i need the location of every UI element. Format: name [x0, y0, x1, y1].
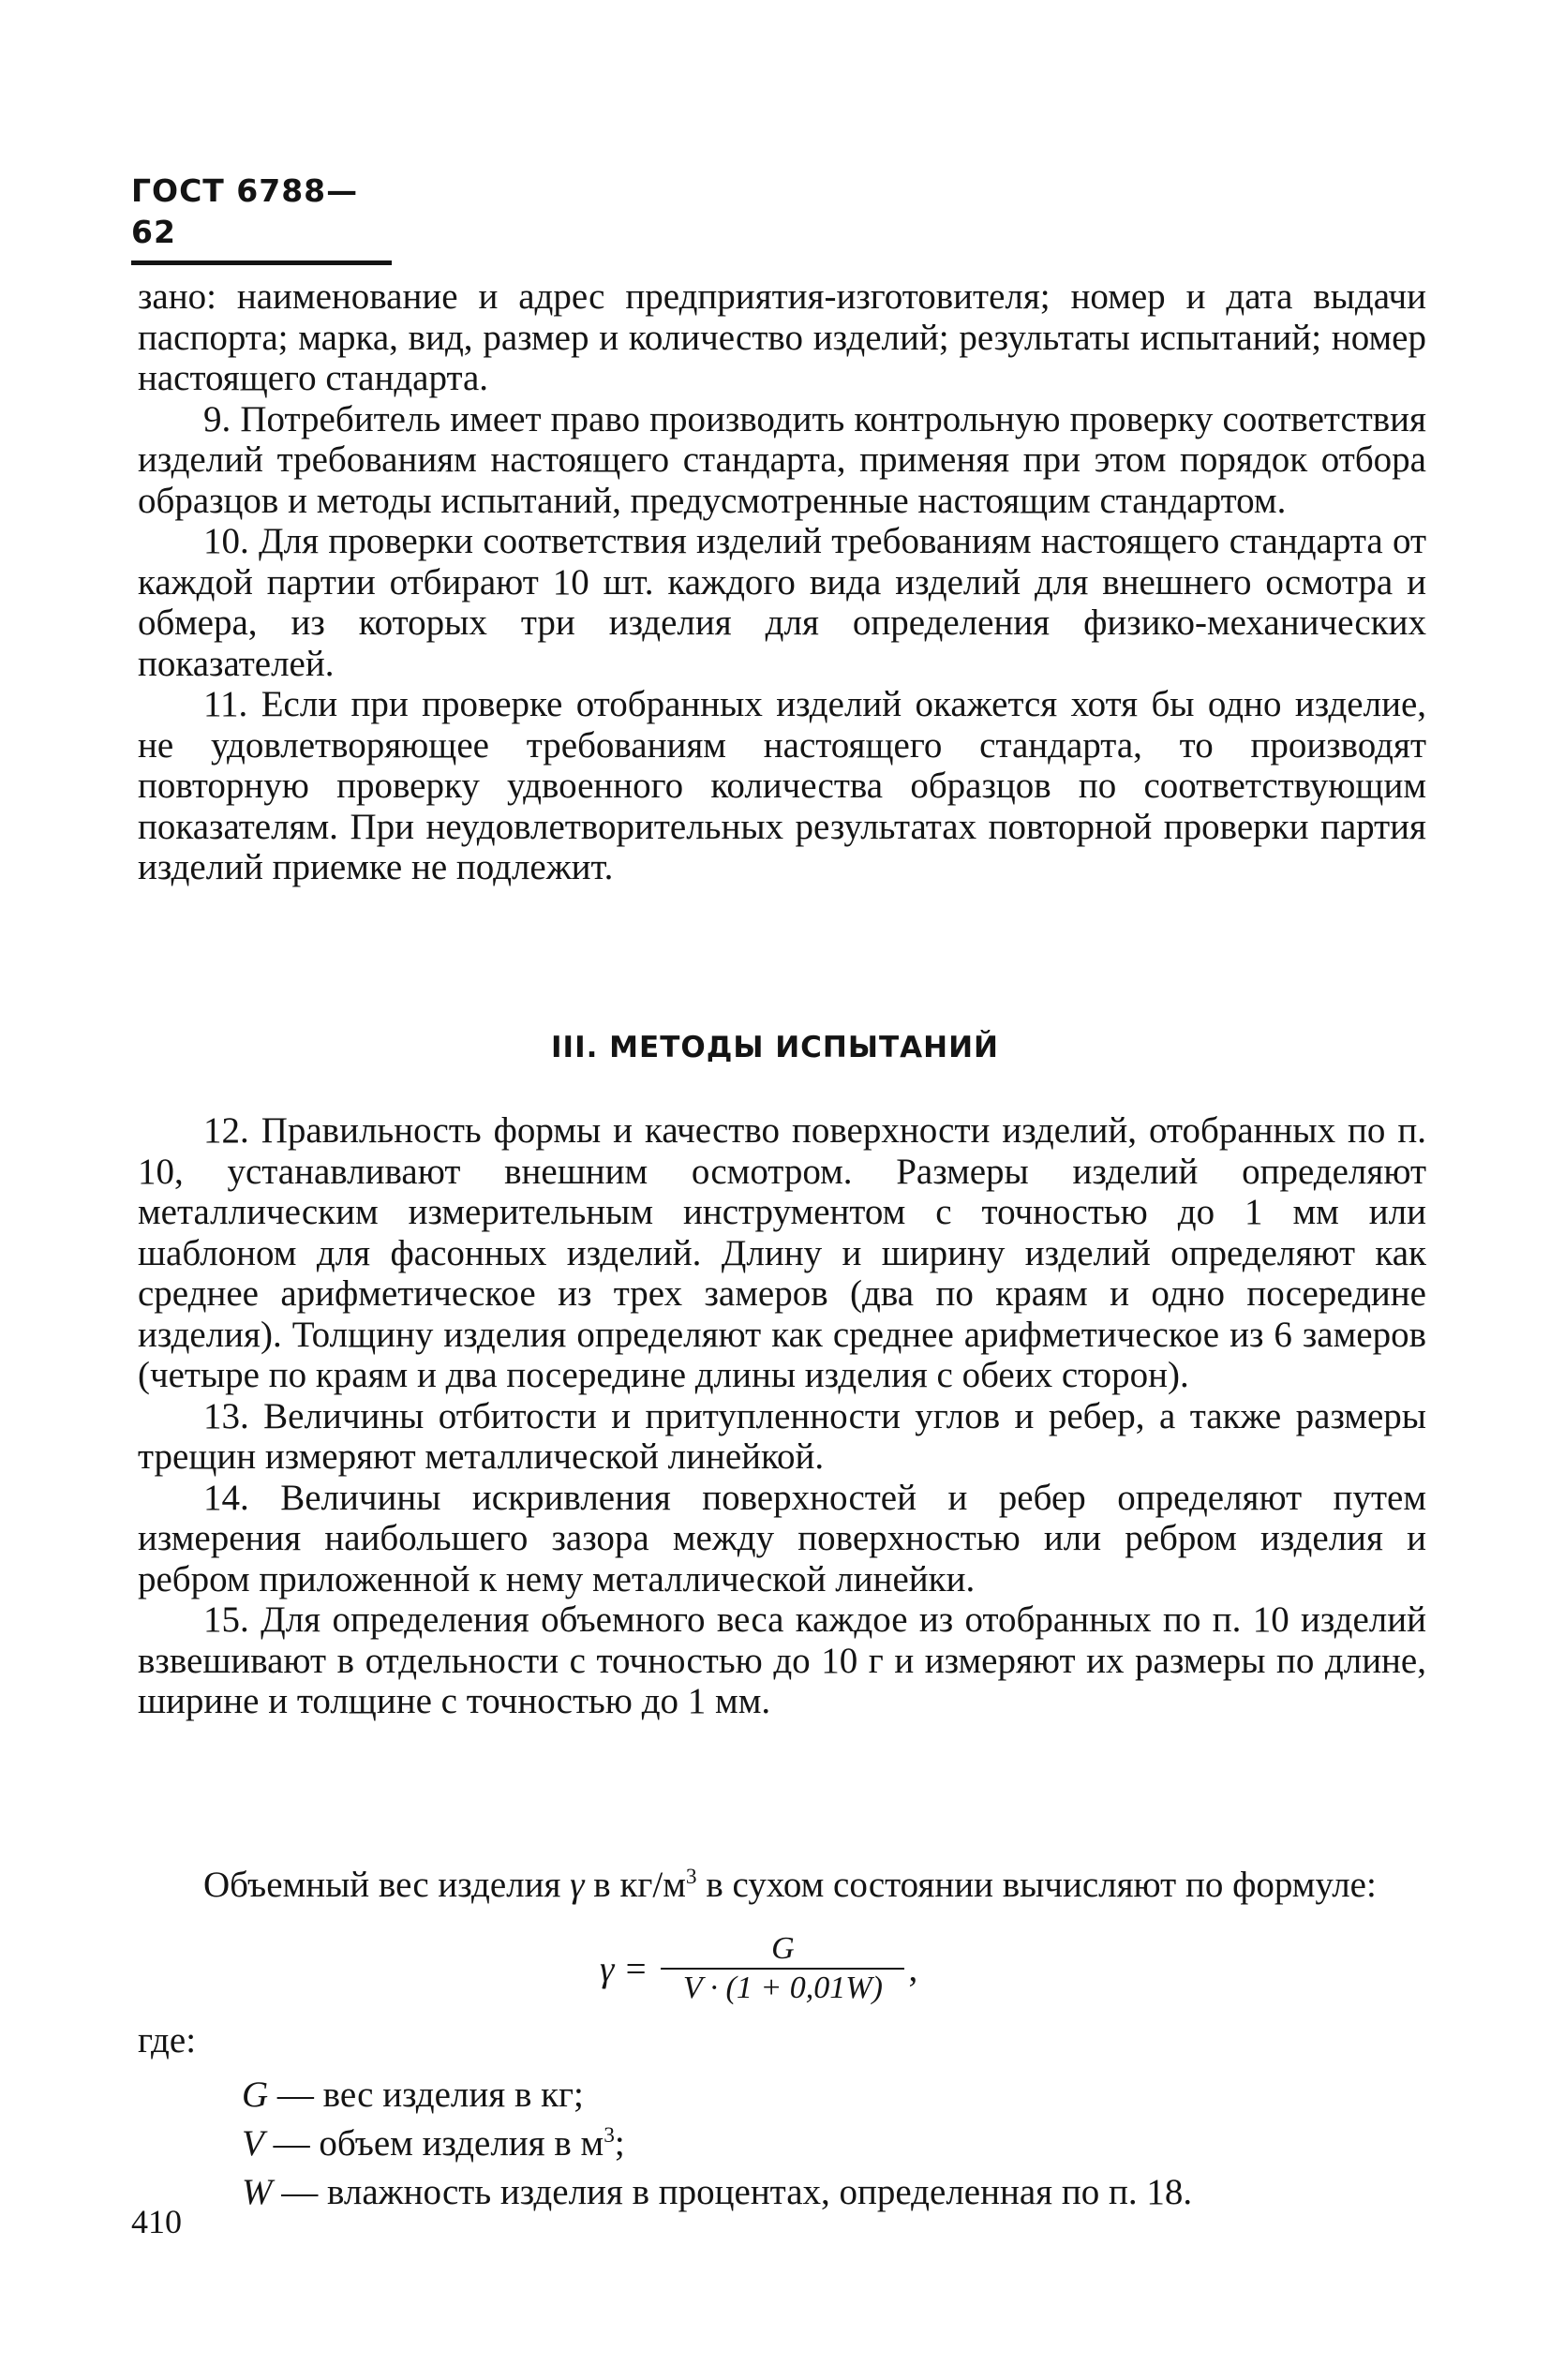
density-formula	[600, 1930, 917, 2007]
paragraph-9: 9. Потребитель имеет право производить контрольную проверку соответствия изделий требованиям настоящего стандарта, применяя при этом порядок отбора образцов и методы испытаний, предусмотренные настоящим стандартом.	[138, 398, 1426, 521]
where-label: где:	[138, 2020, 197, 2060]
paragraph-12: 12. Правильность формы и качество поверхности изделий, отобранных по п. 10, устанавливают внешним осмотром. Размеры изделий определяют металлическим измерительным инструментом с точностью до 1 мм или шаблоном для фасонных изделий. Длину и ширину изделий определяют как среднее арифметическое из трех замеров (два по краям и одно посередине изделия). Толщину изделия определяют как среднее арифметическое из 6 замеров (четыре по краям и два посередине длины изделия с обеих сторон).	[138, 1110, 1426, 1395]
header-rule	[131, 260, 392, 265]
gamma-symbol: γ	[570, 1865, 585, 1905]
legend-symbol: G	[242, 2075, 269, 2115]
legend-text: — объем изделия в м	[263, 2123, 604, 2164]
legend-tail: ;	[614, 2123, 625, 2164]
section-heading: III. МЕТОДЫ ИСПЫТАНИЙ	[551, 1031, 999, 1064]
legend-item-v	[242, 2120, 1192, 2168]
formula-intro-text	[138, 1865, 1426, 1906]
legend-symbol: V	[242, 2123, 264, 2164]
page-header	[131, 171, 394, 265]
formula-intro-before: Объемный вес изделия	[203, 1865, 571, 1905]
formula-denominator: V · (1 + 0,01W)	[682, 1971, 883, 2005]
formula-lhs: γ =	[600, 1948, 648, 1989]
page-number: 410	[131, 2203, 182, 2240]
paragraph-14: 14. Величины искривления поверхностей и ребер определяют путем измерения наибольшего зазора между поверхностью или ребром изделия и ребром приложенной к нему металлической линейки.	[138, 1477, 1426, 1599]
unit-exponent: 3	[685, 1865, 697, 1889]
standard-title: ГОСТ 6788—62	[131, 172, 359, 250]
paragraph-13: 13. Величины отбитости и притупленности углов и ребер, а также размеры трещин измеряют металлической линейкой.	[138, 1395, 1426, 1477]
formula-numerator: G	[771, 1931, 795, 1966]
formula-fraction	[661, 1930, 904, 2007]
legend-exponent: 3	[604, 2123, 615, 2148]
legend-item-w	[242, 2168, 1192, 2217]
formula-intro-rest: в сухом состоянии вычисляют по формуле:	[696, 1865, 1377, 1905]
legend-text: — вес изделия в кг;	[268, 2075, 584, 2115]
text-block-continuation	[138, 276, 1426, 888]
formula-intro	[138, 1865, 1426, 1906]
paragraph-15: 15. Для определения объемного веса каждое из отобранных по п. 10 изделий взвешивают в отдельности с точностью до 10 г и измеряют их размеры по длине, ширине и толщине с точностью до 1 мм.	[138, 1599, 1426, 1721]
legend-symbol: W	[242, 2172, 273, 2212]
legend-item-g	[242, 2071, 1192, 2120]
paragraph-11: 11. Если при проверке отобранных изделий окажется хотя бы одно изделие, не удовлетворяющее требованиям настоящего стандарта, то производят повторную проверку удвоенного количества образцов по соответствующим показателям. При неудовлетворительных результатах повторной проверки партия изделий приемке не подлежит.	[138, 684, 1426, 887]
formula-intro-unit: в кг/м	[584, 1865, 686, 1905]
paragraph: зано: наименование и адрес предприятия-изготовителя; номер и дата выдачи паспорта; марка, вид, размер и количество изделий; результаты испытаний; номер настоящего стандарта.	[138, 276, 1426, 398]
formula-legend	[242, 2071, 1192, 2217]
legend-text: — влажность изделия в процентах, определенная по п. 18.	[272, 2172, 1193, 2212]
formula-trailing: ,	[908, 1948, 918, 1989]
paragraph-10: 10. Для проверки соответствия изделий требованиям настоящего стандарта от каждой партии отбирают 10 шт. каждого вида изделий для внешнего осмотра и обмера, из которых три изделия для определения физико-механических показателей.	[138, 521, 1426, 684]
text-block-methods	[138, 1110, 1426, 1722]
